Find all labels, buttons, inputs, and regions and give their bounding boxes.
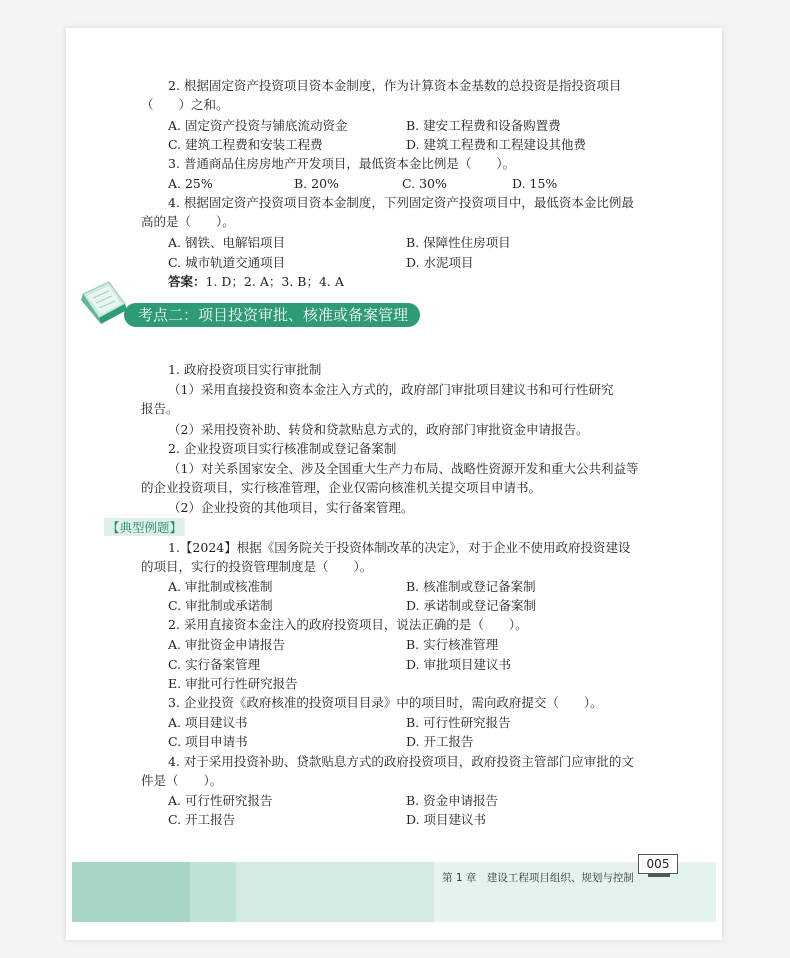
example-1-line1: 1.【2024】根据《国务院关于投资体制改革的决定》，对于企业不使用政府投资建设 — [168, 540, 631, 555]
option-2d: D. 建筑工程费和工程建设其他费 — [406, 137, 587, 152]
point-2-2: （2）企业投资的其他项目，实行备案管理。 — [168, 500, 414, 515]
footer-block-1 — [72, 862, 190, 922]
footer-block-2 — [190, 862, 236, 922]
question-2-line1: 2. 根据固定资产投资项目资本金制度，作为计算资本金基数的总投资是指投资项目 — [168, 78, 622, 93]
point-1: 1. 政府投资项目实行审批制 — [168, 362, 322, 377]
example-4-line1: 4. 对于采用投资补助、贷款贴息方式的政府投资项目，政府投资主管部门应审批的文 — [168, 754, 634, 769]
example-4-option-c: C. 开工报告 — [168, 812, 236, 827]
example-3-option-c: C. 项目申请书 — [168, 734, 248, 749]
example-1-line2: 的项目，实行的投资管理制度是（ ）。 — [141, 559, 373, 574]
question-3: 3. 普通商品住房房地产开发项目，最低资本金比例是（ ）。 — [168, 156, 516, 171]
page-number: 005 — [638, 854, 678, 874]
point-1-1-line2: 报告。 — [141, 401, 179, 416]
option-4c: C. 城市轨道交通项目 — [168, 255, 286, 270]
example-3-option-a: A. 项目建议书 — [168, 715, 248, 730]
page-footer — [72, 862, 716, 922]
example-3-option-b: B. 可行性研究报告 — [406, 715, 511, 730]
example-2-option-d: D. 审批项目建议书 — [406, 657, 512, 672]
example-3-option-d: D. 开工报告 — [406, 734, 474, 749]
option-2c: C. 建筑工程费和安装工程费 — [168, 137, 323, 152]
point-2: 2. 企业投资项目实行核准制或登记备案制 — [168, 441, 397, 456]
option-2b: B. 建安工程费和设备购置费 — [406, 118, 561, 133]
question-4-line1: 4. 根据固定资产投资项目资本金制度，下列固定资产投资项目中，最低资本金比例最 — [168, 195, 634, 210]
option-2a: A. 固定资产投资与铺底流动资金 — [168, 118, 348, 133]
point-2-1-line1: （1）对关系国家安全、涉及全国重大生产力布局、战略性资源开发和重大公共利益等 — [168, 461, 639, 476]
example-1-option-a: A. 审批制或核准制 — [168, 579, 273, 594]
option-4b: B. 保障性住房项目 — [406, 235, 511, 250]
point-2-1-line2: 的企业投资项目，实行核准管理，企业仅需向核准机关提交项目申请书。 — [141, 480, 542, 495]
example-4-option-d: D. 项目建议书 — [406, 812, 487, 827]
point-1-2: （2）采用投资补助、转贷和贷款贴息方式的，政府部门审批资金申请报告。 — [168, 422, 589, 437]
question-4-line2: 高的是（ ）。 — [141, 214, 235, 229]
option-3c: C. 30% — [402, 176, 447, 191]
example-1-option-d: D. 承诺制或登记备案制 — [406, 598, 537, 613]
example-2-option-c: C. 实行备案管理 — [168, 657, 261, 672]
example-2-option-a: A. 审批资金申请报告 — [168, 637, 285, 652]
chapter-title: 第 1 章 建设工程项目组织、规划与控制 — [442, 872, 634, 884]
example-3: 3. 企业投资《政府核准的投资项目目录》中的项目时，需向政府提交（ ）。 — [168, 695, 603, 710]
example-2-option-e: E. 审批可行性研究报告 — [168, 676, 298, 691]
example-1-option-b: B. 核准制或登记备案制 — [406, 579, 536, 594]
question-2-line2: （ ）之和。 — [141, 97, 229, 112]
answer-label: 答案： — [168, 274, 206, 289]
option-3a: A. 25% — [168, 176, 213, 191]
example-2-option-b: B. 实行核准管理 — [406, 637, 499, 652]
example-4-option-a: A. 可行性研究报告 — [168, 793, 273, 808]
answer-text: 1. D；2. A；3. B；4. A — [205, 274, 344, 289]
example-label: 【典型例题】 — [104, 518, 185, 536]
answer-line — [168, 273, 344, 291]
page-number-tab — [648, 874, 670, 877]
example-4-option-b: B. 资金申请报告 — [406, 793, 499, 808]
footer-block-3 — [236, 862, 434, 922]
example-1-option-c: C. 审批制或承诺制 — [168, 598, 273, 613]
option-4a: A. 钢铁、电解铝项目 — [168, 235, 285, 250]
section-title: 考点二：项目投资审批、核准或备案管理 — [124, 303, 420, 327]
option-3b: B. 20% — [294, 176, 339, 191]
example-4-line2: 件是（ ）。 — [141, 773, 223, 788]
example-2: 2. 采用直接资本金注入的政府投资项目，说法正确的是（ ）。 — [168, 617, 528, 632]
point-1-1-line1: （1）采用直接投资和资本金注入方式的，政府部门审批项目建议书和可行性研究 — [168, 382, 614, 397]
option-4d: D. 水泥项目 — [406, 255, 474, 270]
option-3d: D. 15% — [512, 176, 558, 191]
book-icon — [79, 276, 129, 328]
